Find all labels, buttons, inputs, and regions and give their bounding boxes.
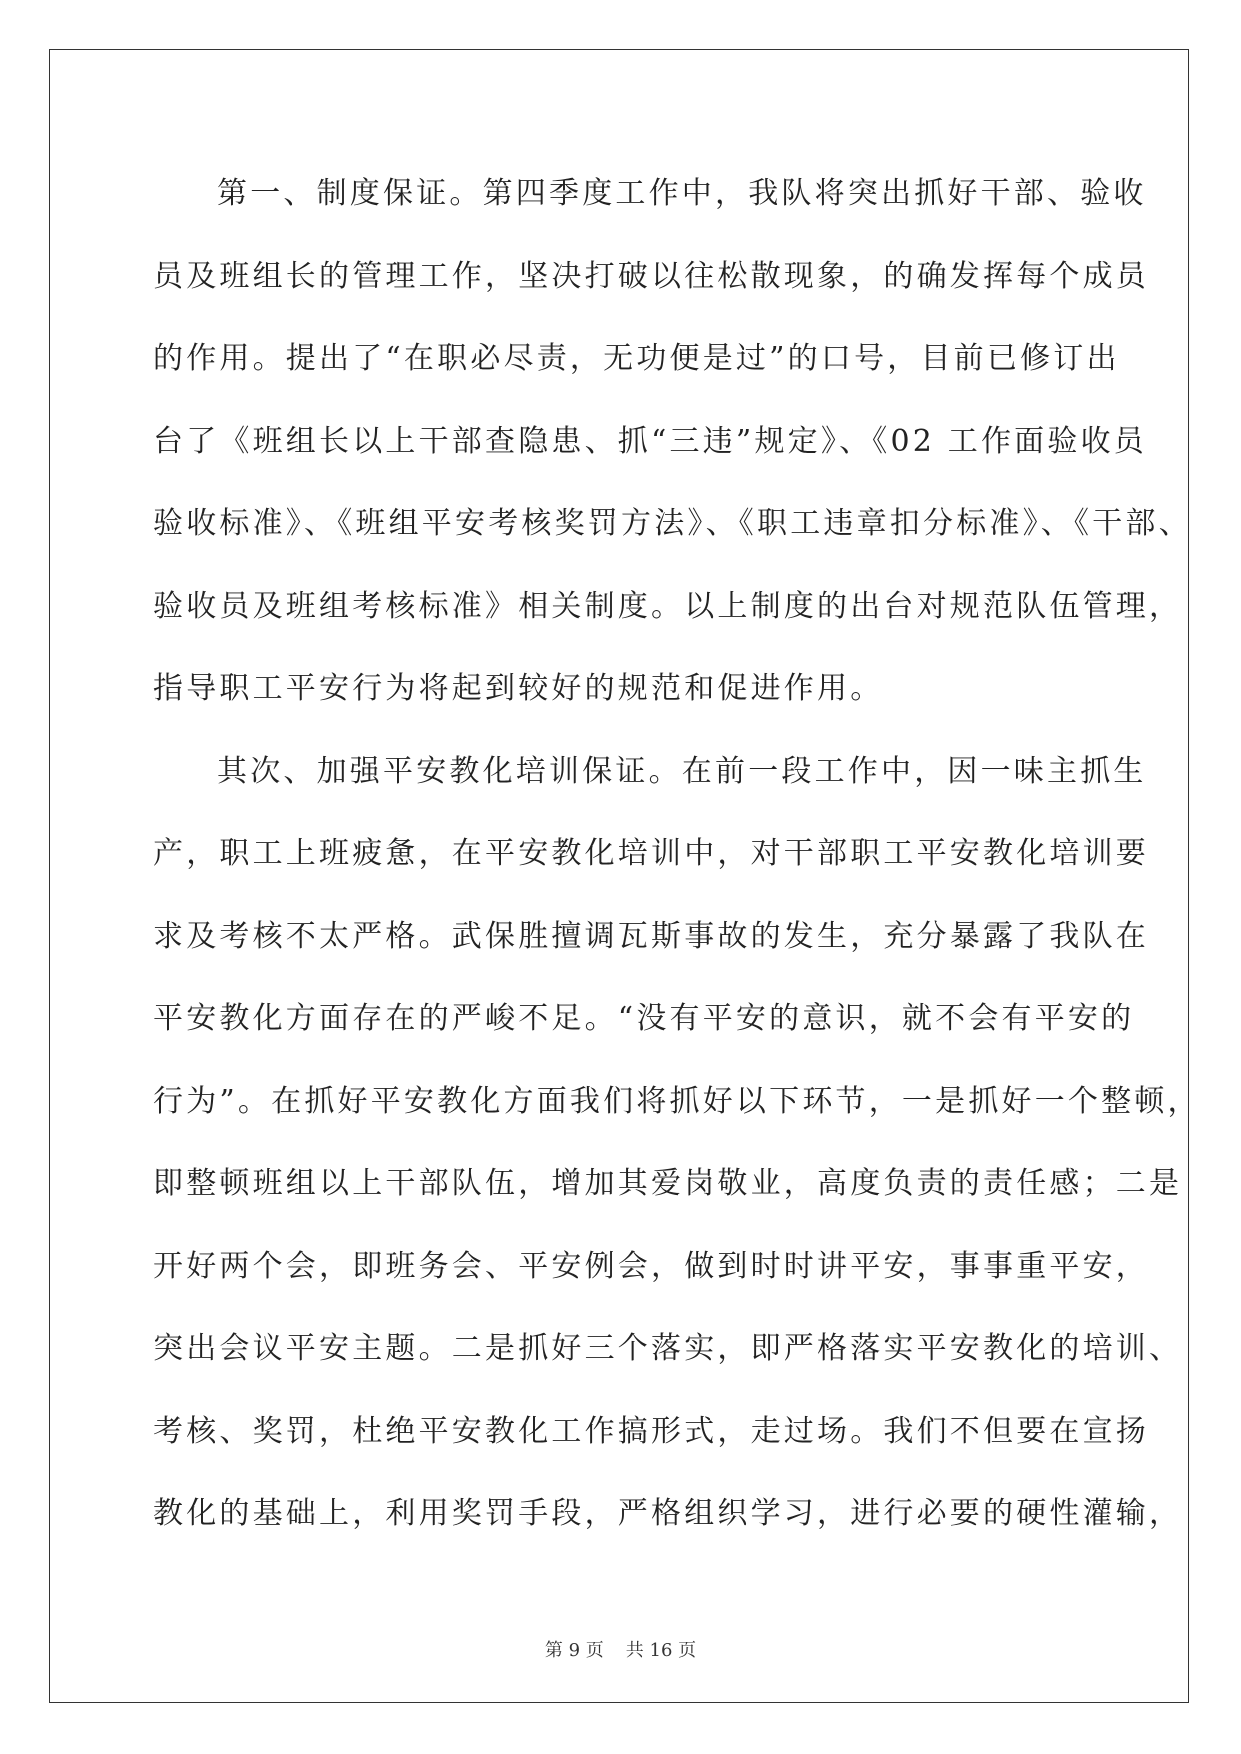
page-number: 第 9 页 <box>544 1640 604 1661</box>
page-footer <box>0 1636 1241 1662</box>
text-line: 第一、制度保证。第四季度工作中，我队将突出抓好干部、验收 <box>217 176 1147 211</box>
text-line: 行为”。在抓好平安教化方面我们将抓好以下环节，一是抓好一个整顿， <box>153 1083 1201 1119</box>
text-line: 产，职工上班疲惫，在平安教化培训中，对干部职工平安教化培训要 <box>153 836 1149 871</box>
paragraph-2 <box>153 743 1201 1568</box>
text-line: 即整顿班组以上干部队伍，增加其爱岗敬业，高度负责的责任感；二是 <box>153 1166 1183 1201</box>
text-line: 考核、奖罚，杜绝平安教化工作搞形式，走过场。我们不但要在宣扬 <box>153 1413 1149 1449</box>
text-line: 求及考核不太严格。武保胜擅调瓦斯事故的发生，充分暴露了我队在 <box>153 918 1149 954</box>
text-line: 突出会议平安主题。二是抓好三个落实，即严格落实平安教化的培训、 <box>153 1331 1183 1366</box>
text-line: 其次、加强平安教化培训保证。在前一段工作中，因一味主抓生 <box>217 753 1147 789</box>
page-total: 共 16 页 <box>625 1640 697 1661</box>
text-line: 台了《班组长以上干部查隐患、抓“三违”规定》、《02 工作面验收员 <box>153 423 1147 459</box>
text-line: 的作用。提出了“在职必尽责，无功便是过”的口号，目前已修订出 <box>153 341 1120 376</box>
paragraph-1 <box>153 165 1192 743</box>
document-body <box>153 165 1201 1568</box>
text-line: 验收员及班组考核标准》相关制度。以上制度的出台对规范队伍管理， <box>153 588 1183 624</box>
text-line: 验收标准》、《班组平安考核奖罚方法》、《职工违章扣分标准》、《干部、 <box>153 506 1192 541</box>
text-line: 员及班组长的管理工作，坚决打破以往松散现象，的确发挥每个成员 <box>153 258 1149 294</box>
text-line: 教化的基础上，利用奖罚手段，严格组织学习，进行必要的硬性灌输， <box>153 1496 1183 1531</box>
text-line: 开好两个会，即班务会、平安例会，做到时时讲平安，事事重平安， <box>153 1248 1149 1284</box>
text-line: 指导职工平安行为将起到较好的规范和促进作用。 <box>153 671 884 706</box>
text-line: 平安教化方面存在的严峻不足。“没有平安的意识，就不会有平安的 <box>153 1001 1135 1036</box>
